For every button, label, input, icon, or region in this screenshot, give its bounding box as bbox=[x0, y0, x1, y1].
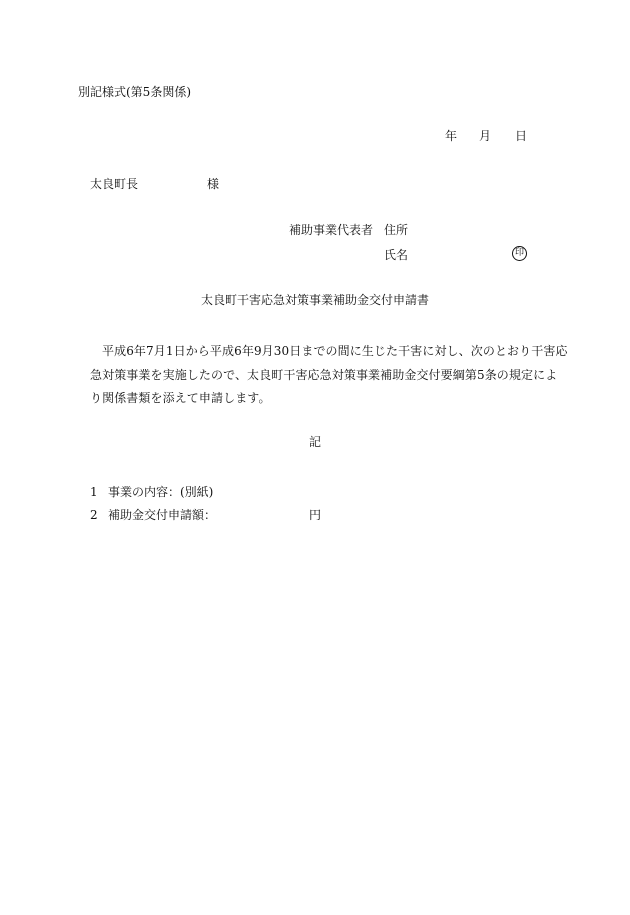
item-text: 補助金交付申請額： bbox=[108, 508, 217, 522]
item-number: 1 bbox=[90, 485, 98, 499]
applicant-address-label: 住所 bbox=[384, 223, 409, 237]
applicant-name-label: 氏名 bbox=[384, 248, 409, 262]
ki-heading: 記 bbox=[308, 435, 321, 449]
document-title: 太良町干害応急対策事業補助金交付申請書 bbox=[200, 293, 429, 307]
date-day-label: 日 bbox=[515, 129, 528, 143]
item-text: 事業の内容：(別紙) bbox=[108, 485, 214, 499]
addressee-name: 太良町長 bbox=[90, 177, 139, 191]
date-month-label: 月 bbox=[479, 129, 492, 143]
body-paragraph: 平成6年7月1日から平成6年9月30日までの間に生じた干害に対し、次のとおり干害応急対策事業を実施したので、太良町干害応急対策事業補助金交付要綱第5条の規定により関係書類を添えて申請します。 bbox=[90, 344, 568, 405]
item-number: 2 bbox=[90, 508, 98, 522]
date-year-label: 年 bbox=[445, 129, 458, 143]
addressee-honorific: 様 bbox=[207, 177, 220, 191]
seal-icon bbox=[512, 246, 527, 261]
form-label: 別記様式(第5条関係) bbox=[78, 85, 191, 99]
seal-text: 印 bbox=[514, 248, 524, 258]
applicant-role: 補助事業代表者 bbox=[289, 223, 374, 237]
amount-unit: 円 bbox=[309, 508, 322, 522]
